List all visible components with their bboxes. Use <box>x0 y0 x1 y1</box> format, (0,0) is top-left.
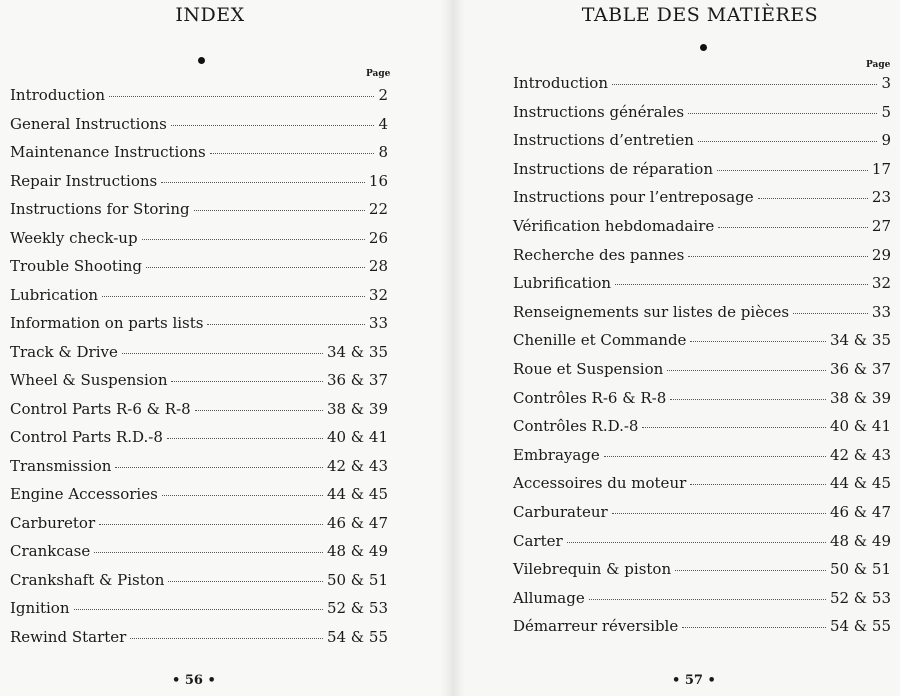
dot-leader <box>195 410 323 411</box>
toc-entry-page: 48 & 49 <box>326 542 388 560</box>
toc-entry-label: Control Parts R.D.-8 <box>10 428 163 446</box>
toc-entry <box>10 514 388 532</box>
toc-entry <box>10 115 388 133</box>
dot-leader <box>74 609 323 610</box>
toc-entry-label: Vilebrequin & piston <box>513 560 672 579</box>
toc-entry <box>513 389 891 407</box>
toc-entry <box>513 503 891 521</box>
dot-leader <box>612 84 877 85</box>
dot-leader <box>171 125 375 126</box>
title-bullet-icon <box>198 57 205 64</box>
toc-entry <box>513 331 891 349</box>
dot-leader <box>171 381 322 382</box>
right-page-table-des-matieres <box>450 0 900 696</box>
dot-leader <box>682 627 826 628</box>
toc-entry-page: 46 & 47 <box>326 513 388 532</box>
toc-entry-page: 3 <box>881 74 891 92</box>
toc-entry-page: 2 <box>378 86 388 104</box>
toc-entry <box>10 200 388 218</box>
toc-entry-page: 28 <box>368 257 388 275</box>
book-gutter-shadow <box>440 0 464 696</box>
toc-entry-label: Crankshaft & Piston <box>10 570 165 589</box>
dot-leader <box>690 484 826 485</box>
toc-entry-page: 8 <box>378 143 388 161</box>
toc-entry-label: Wheel & Suspension <box>10 371 168 389</box>
toc-entry-label: Allumage <box>513 588 585 607</box>
toc-entry <box>10 485 388 503</box>
toc-entry-page: 50 & 51 <box>829 560 891 579</box>
dot-leader <box>142 239 365 240</box>
toc-entry-page: 32 <box>871 274 891 293</box>
toc-entry-label: Trouble Shooting <box>10 257 142 275</box>
toc-entry-page: 29 <box>871 245 891 264</box>
toc-entry-page: 34 & 35 <box>829 331 891 350</box>
toc-entry-page: 38 & 39 <box>829 388 891 407</box>
toc-entry <box>513 532 891 550</box>
toc-entry <box>10 257 388 275</box>
dot-leader <box>102 296 365 297</box>
toc-entry-label: Instructions for Storing <box>10 200 190 218</box>
toc-entry-label: Lubrication <box>10 285 99 304</box>
toc-entry <box>513 589 891 607</box>
toc-entry-label: General Instructions <box>10 114 167 133</box>
dot-leader <box>99 524 323 525</box>
page-column-label: Page <box>866 60 891 70</box>
toc-entry-page: 16 <box>368 171 388 190</box>
toc-entry-page: 42 & 43 <box>326 456 388 475</box>
dot-leader <box>115 467 323 468</box>
toc-entry-label: Introduction <box>513 74 608 92</box>
toc-entry <box>513 188 891 206</box>
toc-entry <box>10 143 388 161</box>
page-number-footer: • 56 • <box>172 673 216 688</box>
dot-leader <box>717 170 868 171</box>
toc-entry <box>10 400 388 418</box>
toc-entry-label: Crankcase <box>10 542 91 560</box>
toc-entry-label: Contrôles R.D.-8 <box>513 417 639 436</box>
toc-entry <box>10 229 388 247</box>
dot-leader <box>718 227 868 228</box>
toc-entry-page: 54 & 55 <box>326 627 388 646</box>
dot-leader <box>210 153 375 154</box>
toc-entry-label: Rewind Starter <box>10 627 127 646</box>
toc-entry-page: 34 & 35 <box>326 342 388 361</box>
toc-entry <box>10 571 388 589</box>
toc-entry <box>513 103 891 121</box>
toc-entry-page: 54 & 55 <box>829 617 891 636</box>
toc-entry-label: Information on parts lists <box>10 314 204 332</box>
toc-entry-label: Accessoires du moteur <box>513 474 687 493</box>
dot-leader <box>94 552 323 553</box>
toc-entry-page: 52 & 53 <box>326 599 388 617</box>
dot-leader <box>194 210 365 211</box>
dot-leader <box>612 513 826 514</box>
toc-entry-label: Roue et Suspension <box>513 360 664 378</box>
toc-entry-page: 33 <box>368 314 388 332</box>
toc-entry <box>513 417 891 435</box>
toc-entry <box>10 542 388 560</box>
toc-entry-label: Embrayage <box>513 445 600 464</box>
dot-leader <box>589 599 826 600</box>
table-des-matieres-title: TABLE DES MATIÈRES <box>581 4 819 26</box>
toc-entry <box>10 628 388 646</box>
dot-leader <box>615 284 868 285</box>
toc-entry-page: 48 & 49 <box>829 531 891 550</box>
index-title: INDEX <box>175 4 245 26</box>
dot-leader <box>161 182 365 183</box>
toc-entry <box>513 474 891 492</box>
toc-entry <box>10 428 388 446</box>
toc-entry-label: Instructions générales <box>513 102 685 121</box>
toc-entry-page: 4 <box>378 114 388 133</box>
title-bullet-icon <box>700 44 707 51</box>
toc-entry-page: 32 <box>368 285 388 304</box>
toc-entry <box>10 314 388 332</box>
toc-entry-page: 40 & 41 <box>326 428 388 446</box>
dot-leader <box>675 570 826 571</box>
toc-entry-label: Ignition <box>10 599 70 617</box>
toc-entry-page: 9 <box>881 131 891 150</box>
toc-entry <box>10 599 388 617</box>
toc-entry-page: 22 <box>368 200 388 218</box>
dot-leader <box>207 324 364 325</box>
toc-entry-page: 44 & 45 <box>829 474 891 493</box>
toc-entry-label: Vérification hebdomadaire <box>513 217 715 235</box>
toc-entry-page: 42 & 43 <box>829 445 891 464</box>
toc-entry-label: Contrôles R-6 & R-8 <box>513 388 667 407</box>
toc-entry-page: 36 & 37 <box>829 360 891 378</box>
dot-leader <box>688 256 868 257</box>
toc-entry-label: Démarreur réversible <box>513 617 679 636</box>
toc-entry-label: Carburateur <box>513 503 608 521</box>
toc-entry <box>10 371 388 389</box>
dot-leader <box>698 141 878 142</box>
toc-entry-page: 33 <box>871 302 891 321</box>
dot-leader <box>690 341 826 342</box>
toc-entry-label: Instructions d’entretien <box>513 131 694 150</box>
toc-entry <box>513 360 891 378</box>
toc-entry-label: Control Parts R-6 & R-8 <box>10 399 191 418</box>
toc-entry-page: 36 & 37 <box>326 371 388 389</box>
dot-leader <box>567 542 826 543</box>
toc-entry <box>10 172 388 190</box>
dot-leader <box>688 113 877 114</box>
toc-entry <box>10 457 388 475</box>
toc-entry-label: Maintenance Instructions <box>10 143 206 161</box>
toc-entry <box>513 617 891 635</box>
toc-entry-label: Lubrification <box>513 274 612 293</box>
toc-entry-page: 17 <box>871 159 891 178</box>
dot-leader <box>130 638 323 639</box>
dot-leader <box>109 96 374 97</box>
dot-leader <box>793 313 868 314</box>
toc-entry-label: Carter <box>513 531 563 550</box>
dot-leader <box>122 353 323 354</box>
toc-entry <box>513 131 891 149</box>
dot-leader <box>667 370 826 371</box>
toc-entry-label: Engine Accessories <box>10 485 158 503</box>
toc-entry-label: Recherche des pannes <box>513 245 685 264</box>
toc-entry-page: 27 <box>871 217 891 235</box>
toc-entry <box>513 560 891 578</box>
toc-entry-page: 38 & 39 <box>326 399 388 418</box>
toc-entry <box>513 246 891 264</box>
toc-entry <box>10 86 388 104</box>
dot-leader <box>167 438 323 439</box>
toc-entry-label: Chenille et Commande <box>513 331 687 350</box>
dot-leader <box>162 495 323 496</box>
dot-leader <box>758 198 868 199</box>
page-number-footer: • 57 • <box>672 673 716 688</box>
toc-entry-label: Weekly check-up <box>10 228 138 247</box>
dot-leader <box>642 427 825 428</box>
toc-entry-page: 52 & 53 <box>829 588 891 607</box>
toc-entry-label: Track & Drive <box>10 342 118 361</box>
toc-entry-label: Repair Instructions <box>10 171 158 190</box>
toc-entry-label: Instructions de réparation <box>513 159 713 178</box>
toc-entry-label: Introduction <box>10 86 105 104</box>
toc-entry <box>513 74 891 92</box>
toc-entry <box>513 446 891 464</box>
toc-entry-page: 50 & 51 <box>326 570 388 589</box>
dot-leader <box>604 456 826 457</box>
toc-entry-label: Renseignements sur listes de pièces <box>513 302 790 321</box>
toc-entry <box>513 217 891 235</box>
toc-entry-page: 26 <box>368 228 388 247</box>
toc-entry-label: Carburetor <box>10 513 96 532</box>
toc-entry <box>10 343 388 361</box>
toc-entry-page: 40 & 41 <box>829 417 891 436</box>
toc-entry-page: 44 & 45 <box>326 485 388 503</box>
toc-entry-page: 5 <box>881 102 891 121</box>
toc-entry <box>10 286 388 304</box>
toc-entry-label: Instructions pour l’entreposage <box>513 188 754 207</box>
toc-entry <box>513 160 891 178</box>
dot-leader <box>146 267 365 268</box>
page-column-label: Page <box>366 69 391 79</box>
dot-leader <box>670 399 826 400</box>
toc-entry-page: 46 & 47 <box>829 503 891 521</box>
toc-entry <box>513 274 891 292</box>
toc-entry-label: Transmission <box>10 456 112 475</box>
dot-leader <box>168 581 323 582</box>
toc-entry-page: 23 <box>871 188 891 207</box>
toc-entry <box>513 303 891 321</box>
